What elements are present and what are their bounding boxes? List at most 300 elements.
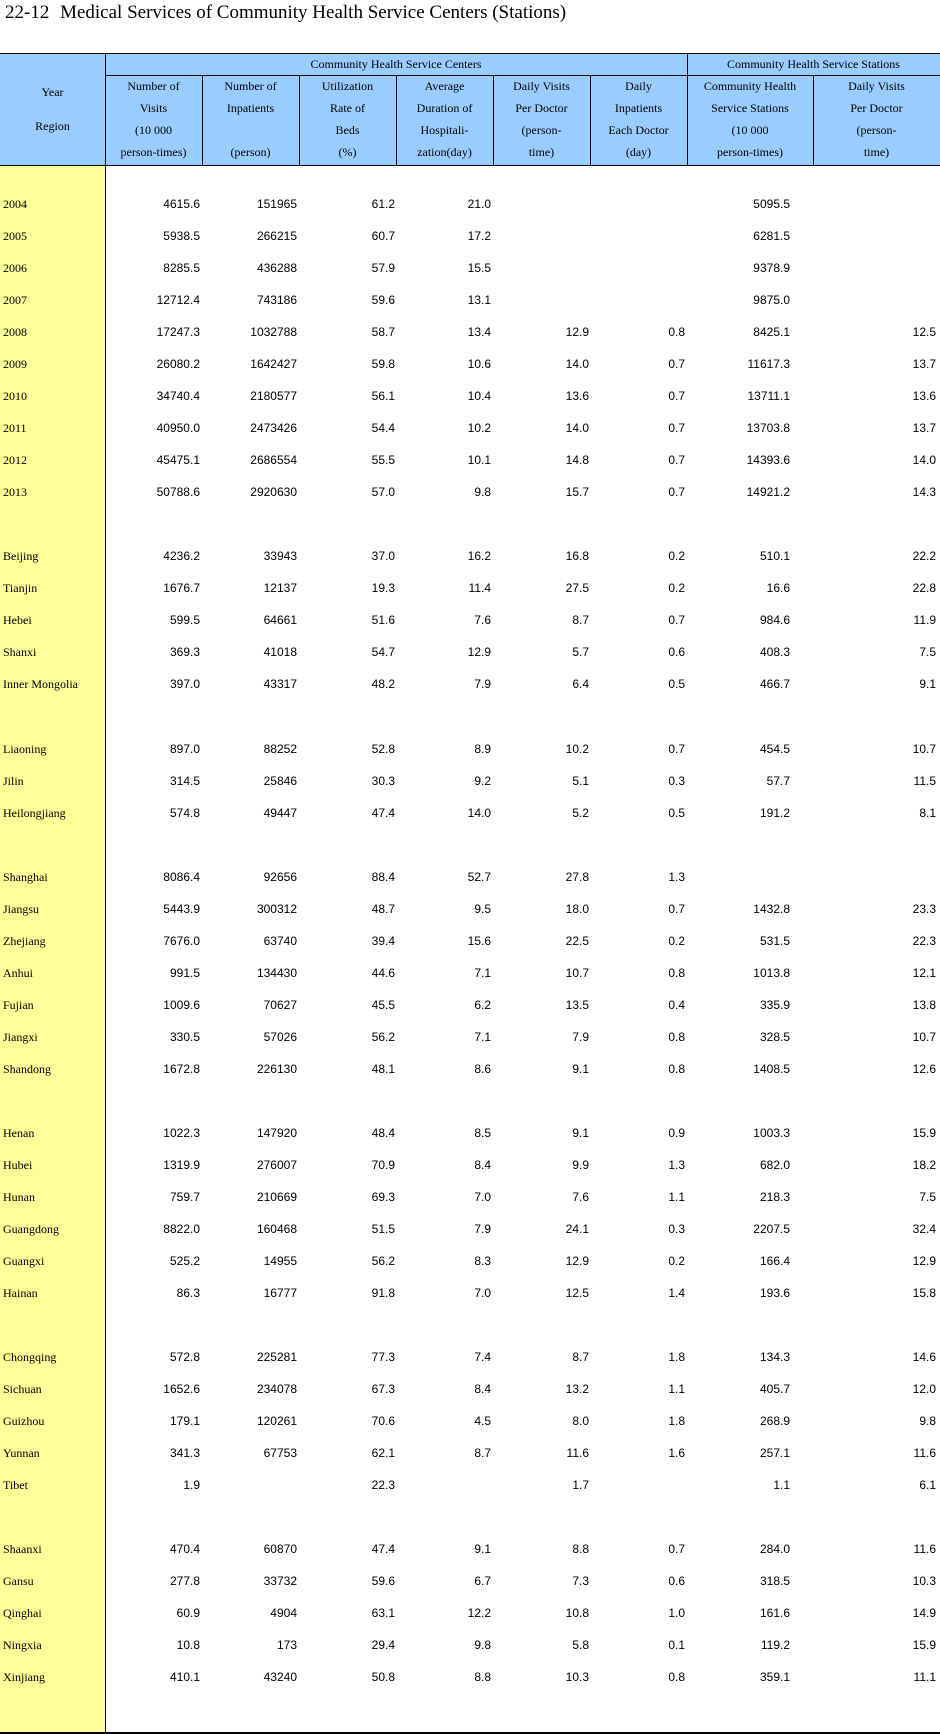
table-cell: 1022.3 — [163, 1125, 200, 1140]
header-column-line: Per Doctor — [850, 101, 903, 115]
rule-group-split — [687, 53, 688, 165]
table-cell: 2686554 — [250, 453, 297, 468]
table-cell: 1676.7 — [163, 581, 200, 596]
rule-header-col — [299, 75, 300, 165]
table-cell: 34740.4 — [156, 389, 200, 404]
table-cell: 10.4 — [467, 389, 491, 404]
table-cell: 57.0 — [371, 485, 395, 500]
table-cell: 77.3 — [371, 1350, 395, 1365]
table-cell: 57.9 — [371, 261, 395, 276]
table-cell: 10.8 — [176, 1638, 200, 1653]
table-cell: 9378.9 — [753, 261, 790, 276]
table-cell: 16.6 — [766, 581, 790, 596]
table-cell: 15.6 — [467, 933, 491, 948]
table-cell: 1.9 — [183, 1478, 200, 1493]
table-cell: 44.6 — [371, 965, 395, 980]
table-cell: 6281.5 — [753, 229, 790, 244]
table-cell: 12.5 — [912, 325, 936, 340]
row-label: Hebei — [3, 613, 32, 628]
table-cell: 0.3 — [668, 773, 685, 788]
table-cell: 2207.5 — [753, 1221, 790, 1236]
table-cell: 9.8 — [474, 1638, 491, 1653]
table-cell: 7.1 — [474, 1029, 491, 1044]
table-cell: 14.9 — [912, 1606, 936, 1621]
table-cell: 266215 — [256, 229, 297, 244]
table-number: 22-12 — [5, 2, 50, 23]
table-cell: 984.6 — [759, 613, 790, 628]
table-cell: 59.6 — [371, 1574, 395, 1589]
table-cell: 11.6 — [913, 1542, 936, 1557]
table-cell: 7.5 — [919, 1189, 936, 1204]
table-cell: 6.1 — [919, 1478, 936, 1493]
table-cell: 10.7 — [912, 1029, 936, 1044]
table-cell: 9.2 — [474, 773, 491, 788]
table-cell: 32.4 — [912, 1221, 936, 1236]
row-label: 2005 — [3, 229, 27, 244]
table-cell: 64661 — [263, 613, 297, 628]
table-cell: 13.1 — [467, 293, 491, 308]
table-cell: 8.7 — [474, 1446, 491, 1461]
table-cell: 25846 — [263, 773, 297, 788]
table-cell: 276007 — [256, 1157, 297, 1172]
rule-top — [0, 53, 940, 54]
table-cell: 22.2 — [912, 549, 936, 564]
table-cell: 12.9 — [912, 1253, 936, 1268]
table-cell: 14393.6 — [746, 453, 790, 468]
table-title — [5, 2, 566, 24]
table-cell: 1013.8 — [753, 965, 790, 980]
table-cell: 991.5 — [169, 965, 200, 980]
table-cell: 574.8 — [169, 805, 200, 820]
table-cell: 8.1 — [919, 805, 936, 820]
table-cell: 466.7 — [759, 677, 790, 692]
row-label: Shanxi — [3, 645, 37, 660]
table-cell: 1.1 — [668, 1189, 685, 1204]
row-label: Jilin — [3, 773, 24, 788]
row-label: Hubei — [3, 1157, 33, 1172]
table-cell: 277.8 — [169, 1574, 200, 1589]
rule-header-col — [813, 75, 814, 165]
table-cell: 11.5 — [913, 773, 936, 788]
table-cell: 13.7 — [912, 357, 936, 372]
table-cell: 226130 — [256, 1061, 297, 1076]
table-cell: 12.5 — [565, 1286, 589, 1301]
header-column-line: Number of — [127, 79, 180, 93]
table-cell: 1408.5 — [753, 1061, 790, 1076]
table-cell: 86.3 — [176, 1286, 200, 1301]
table-cell: 0.7 — [668, 421, 685, 436]
table-cell: 1652.6 — [163, 1382, 200, 1397]
header-column-line: person-times) — [717, 145, 783, 159]
table-cell: 410.1 — [169, 1670, 200, 1685]
table-cell: 59.8 — [371, 357, 395, 372]
table-cell: 70627 — [263, 997, 297, 1012]
row-label: Shandong — [3, 1061, 51, 1076]
table-cell: 18.2 — [912, 1157, 936, 1172]
table-cell: 5.2 — [572, 805, 589, 820]
table-cell: 7.3 — [572, 1574, 589, 1589]
table-cell: 14.8 — [565, 453, 589, 468]
table-cell: 369.3 — [169, 645, 200, 660]
header-column — [202, 75, 299, 163]
table-cell: 341.3 — [169, 1446, 200, 1461]
table-cell: 50788.6 — [156, 485, 200, 500]
row-label: Jiangsu — [3, 901, 39, 916]
table-cell: 759.7 — [169, 1189, 200, 1204]
table-cell: 5.8 — [572, 1638, 589, 1653]
table-cell: 11.6 — [913, 1446, 936, 1461]
table-cell: 10.3 — [565, 1670, 589, 1685]
table-cell: 897.0 — [169, 741, 200, 756]
table-cell: 7.5 — [919, 645, 936, 660]
table-cell: 13.8 — [912, 997, 936, 1012]
table-cell: 7.0 — [474, 1189, 491, 1204]
row-label: 2008 — [3, 325, 27, 340]
table-cell: 50.8 — [371, 1670, 395, 1685]
table-cell: 10.8 — [565, 1606, 589, 1621]
table-cell: 7.0 — [474, 1286, 491, 1301]
table-cell: 19.3 — [371, 581, 395, 596]
header-column-line: Utilization — [321, 79, 374, 93]
table-cell: 0.9 — [668, 1125, 685, 1140]
table-cell: 54.7 — [371, 645, 395, 660]
table-cell: 4615.6 — [163, 197, 200, 211]
table-cell: 60.7 — [371, 229, 395, 244]
table-cell: 225281 — [256, 1350, 297, 1365]
table-cell: 318.5 — [759, 1574, 790, 1589]
table-cell: 12.0 — [912, 1382, 936, 1397]
table-cell: 9.1 — [474, 1542, 491, 1557]
table-cell: 12.6 — [912, 1061, 936, 1076]
table-cell: 0.2 — [668, 1253, 685, 1268]
rule-header-bottom — [0, 165, 940, 166]
header-column-line: Per Doctor — [515, 101, 568, 115]
row-label: Anhui — [3, 965, 33, 980]
table-cell: 9875.0 — [753, 293, 790, 308]
header-column-line: Hospitali- — [420, 123, 469, 137]
table-cell: 166.4 — [759, 1253, 790, 1268]
table-cell: 531.5 — [759, 933, 790, 948]
table-cell: 67.3 — [371, 1382, 395, 1397]
row-label: Chongqing — [3, 1350, 57, 1365]
table-cell: 10.2 — [467, 421, 491, 436]
row-label: Heilongjiang — [3, 805, 66, 820]
table-cell: 14.6 — [912, 1350, 936, 1365]
table-cell: 0.7 — [668, 901, 685, 916]
table-cell: 45.5 — [371, 997, 395, 1012]
table-cell: 0.4 — [668, 997, 685, 1012]
row-label: Jiangxi — [3, 1029, 38, 1044]
table-cell: 5443.9 — [163, 901, 200, 916]
table-cell: 119.2 — [760, 1638, 790, 1653]
table-cell: 13.7 — [912, 421, 936, 436]
table-cell: 61.2 — [371, 197, 395, 211]
table-cell: 5095.5 — [753, 197, 790, 211]
table-cell: 10.2 — [565, 741, 589, 756]
header-column-line: (day) — [625, 145, 652, 159]
table-cell: 0.5 — [668, 805, 685, 820]
table-cell: 40950.0 — [156, 421, 200, 436]
table-cell: 70.9 — [371, 1157, 395, 1172]
table-cell: 8.7 — [572, 613, 589, 628]
table-cell: 8822.0 — [163, 1221, 200, 1236]
table-cell: 41018 — [263, 645, 297, 660]
table-cell: 5.7 — [572, 645, 589, 660]
rule-header-col — [493, 75, 494, 165]
table-cell: 22.3 — [912, 933, 936, 948]
table-cell: 2180577 — [250, 389, 297, 404]
header-column-line: Average — [424, 79, 465, 93]
row-label: Ningxia — [3, 1638, 42, 1653]
table-cell: 49447 — [263, 805, 297, 820]
table-cell: 0.5 — [668, 677, 685, 692]
table-cell: 62.1 — [371, 1446, 395, 1461]
table-cell: 134430 — [256, 965, 297, 980]
table-cell: 56.2 — [371, 1253, 395, 1268]
table-cell: 48.2 — [371, 677, 395, 692]
table-cell: 15.8 — [912, 1286, 936, 1301]
table-cell: 8086.4 — [163, 869, 200, 884]
header-column-line: (person- — [521, 123, 562, 137]
table-cell: 335.9 — [759, 997, 790, 1012]
table-cell: 54.4 — [371, 421, 395, 436]
table-cell: 0.6 — [668, 645, 685, 660]
row-label: 2013 — [3, 485, 27, 500]
table-cell: 408.3 — [759, 645, 790, 660]
table-cell: 7.6 — [474, 613, 491, 628]
table-cell: 11.6 — [566, 1446, 589, 1461]
table-cell: 12137 — [263, 581, 297, 596]
table-cell: 0.8 — [668, 325, 685, 340]
table-cell: 13.2 — [565, 1382, 589, 1397]
table-cell: 0.7 — [668, 389, 685, 404]
table-cell: 0.7 — [668, 485, 685, 500]
header-column-line: (person- — [856, 123, 897, 137]
table-cell: 14.0 — [565, 421, 589, 436]
table-cell: 9.5 — [474, 901, 491, 916]
table-cell: 39.4 — [371, 933, 395, 948]
header-column-line: Daily — [625, 79, 652, 93]
header-column-line: Visits — [139, 101, 168, 115]
table-cell: 0.8 — [668, 1670, 685, 1685]
table-cell: 43317 — [263, 677, 297, 692]
table-cell: 12.9 — [467, 645, 491, 660]
table-cell: 11.4 — [468, 581, 491, 596]
header-column — [493, 75, 590, 163]
header-column — [299, 75, 396, 163]
table-cell: 37.0 — [371, 549, 395, 564]
row-label: Guangxi — [3, 1253, 45, 1268]
header-column-line: time) — [528, 145, 555, 159]
rule-stub — [105, 53, 106, 1734]
table-cell: 22.3 — [371, 1478, 395, 1493]
table-cell: 300312 — [256, 901, 297, 916]
header-column-line: (10 000 — [731, 123, 769, 137]
header-column-line: zation(day) — [417, 145, 472, 159]
table-cell: 5.1 — [572, 773, 589, 788]
row-label: Tibet — [3, 1478, 28, 1493]
header-column-line: person-times) — [120, 145, 187, 159]
table-cell: 1.1 — [668, 1382, 685, 1397]
table-cell: 10.1 — [467, 453, 491, 468]
table-cell: 1432.8 — [753, 901, 790, 916]
statistics-table — [0, 53, 940, 1734]
row-label: Tianjin — [3, 581, 38, 596]
table-cell: 12712.4 — [156, 293, 200, 308]
table-cell: 51.5 — [371, 1221, 395, 1236]
table-cell: 11617.3 — [747, 357, 790, 372]
table-cell: 9.9 — [572, 1157, 589, 1172]
table-cell: 0.7 — [668, 453, 685, 468]
header-column-line: Inpatients — [614, 101, 663, 115]
table-cell: 8.6 — [474, 1061, 491, 1076]
table-cell: 0.7 — [668, 357, 685, 372]
table-cell: 2473426 — [250, 421, 297, 436]
row-label: Xinjiang — [3, 1670, 45, 1685]
table-cell: 13.6 — [565, 389, 589, 404]
table-cell: 12.9 — [565, 325, 589, 340]
table-cell: 193.6 — [759, 1286, 790, 1301]
table-cell: 57026 — [263, 1029, 297, 1044]
table-cell: 0.7 — [668, 613, 685, 628]
table-cell: 22.5 — [565, 933, 589, 948]
table-cell: 9.1 — [572, 1061, 589, 1076]
row-label: 2011 — [3, 421, 27, 436]
table-cell: 314.5 — [169, 773, 200, 788]
table-cell: 15.5 — [467, 261, 491, 276]
table-cell: 10.6 — [467, 357, 491, 372]
table-cell: 7.4 — [474, 1350, 491, 1365]
table-cell: 4236.2 — [163, 549, 200, 564]
row-label: Henan — [3, 1125, 35, 1140]
table-cell: 1.4 — [668, 1286, 685, 1301]
table-cell: 88.4 — [371, 869, 395, 884]
row-label: Fujian — [3, 997, 34, 1012]
row-label: Shaanxi — [3, 1542, 42, 1557]
table-cell: 0.2 — [668, 581, 685, 596]
row-label: Hainan — [3, 1286, 38, 1301]
table-cell: 6.4 — [572, 677, 589, 692]
header-column-line: Inpatients — [226, 101, 275, 115]
table-cell: 67753 — [263, 1446, 297, 1461]
table-cell: 91.8 — [371, 1286, 395, 1301]
row-label: Inner Mongolia — [3, 677, 78, 692]
table-cell: 510.1 — [759, 549, 790, 564]
row-label: Zhejiang — [3, 933, 46, 948]
table-cell: 4904 — [270, 1606, 297, 1621]
table-cell: 9.8 — [919, 1414, 936, 1429]
row-label: Shanghai — [3, 869, 48, 884]
table-cell: 0.2 — [668, 549, 685, 564]
table-cell: 0.6 — [668, 1574, 685, 1589]
table-cell: 33943 — [263, 549, 297, 564]
table-cell: 11.1 — [913, 1670, 936, 1685]
header-column-line: (10 000 — [135, 123, 172, 137]
table-cell: 4.5 — [474, 1414, 491, 1429]
table-cell: 1.8 — [668, 1350, 685, 1365]
table-cell: 599.5 — [169, 613, 200, 628]
table-cell: 179.1 — [169, 1414, 200, 1429]
table-cell: 13.6 — [912, 389, 936, 404]
table-cell: 359.1 — [759, 1670, 790, 1685]
table-cell: 88252 — [263, 741, 297, 756]
table-cell: 70.6 — [371, 1414, 395, 1429]
header-stub-line: Year — [41, 85, 64, 99]
header-year-region — [0, 75, 105, 143]
table-cell: 405.7 — [759, 1382, 790, 1397]
row-label: 2010 — [3, 389, 27, 404]
table-cell: 14955 — [263, 1253, 297, 1268]
header-group-stations: Community Health Service Stations — [727, 57, 900, 71]
table-cell: 210669 — [256, 1189, 297, 1204]
table-cell: 436288 — [256, 261, 297, 276]
table-cell: 14.0 — [467, 805, 491, 820]
table-cell: 8.4 — [474, 1157, 491, 1172]
table-cell: 59.6 — [371, 293, 395, 308]
table-cell: 134.3 — [759, 1350, 790, 1365]
row-label: Liaoning — [3, 741, 47, 756]
table-cell: 0.8 — [668, 965, 685, 980]
table-cell: 92656 — [263, 869, 297, 884]
table-cell: 7.9 — [474, 677, 491, 692]
header-column — [396, 75, 493, 163]
table-cell: 63740 — [263, 933, 297, 948]
table-cell: 0.7 — [668, 1542, 685, 1557]
header-column-line: Number of — [224, 79, 277, 93]
table-cell: 470.4 — [169, 1542, 200, 1557]
header-column-line: Beds — [335, 123, 360, 137]
header-column-line: time) — [863, 145, 890, 159]
table-cell: 0.8 — [668, 1029, 685, 1044]
table-cell: 45475.1 — [156, 453, 200, 468]
rule-group-under — [105, 75, 940, 76]
table-cell: 8425.1 — [753, 325, 790, 340]
table-cell: 1003.3 — [753, 1125, 790, 1140]
table-cell: 7676.0 — [163, 933, 200, 948]
table-cell: 572.8 — [169, 1350, 200, 1365]
table-cell: 47.4 — [371, 1542, 395, 1557]
header-group-centers: Community Health Service Centers — [310, 57, 482, 71]
table-cell: 9.1 — [572, 1125, 589, 1140]
header-column-line: Community Health — [703, 79, 797, 93]
table-cell: 30.3 — [371, 773, 395, 788]
header-column-line — [202, 119, 299, 141]
header-column — [590, 75, 687, 163]
rule-header-col — [396, 75, 397, 165]
table-cell: 147920 — [256, 1125, 297, 1140]
table-cell: 0.1 — [668, 1638, 685, 1653]
table-cell: 58.7 — [371, 325, 395, 340]
table-cell: 160468 — [256, 1221, 297, 1236]
table-cell: 52.8 — [371, 741, 395, 756]
table-cell: 1009.6 — [163, 997, 200, 1012]
table-cell: 16.8 — [565, 549, 589, 564]
header-column-line: Duration of — [416, 101, 473, 115]
row-label: 2006 — [3, 261, 27, 276]
row-label: Qinghai — [3, 1606, 42, 1621]
table-cell: 8.3 — [474, 1253, 491, 1268]
table-cell: 1032788 — [250, 325, 297, 340]
table-cell: 56.2 — [371, 1029, 395, 1044]
table-cell: 7.6 — [572, 1189, 589, 1204]
table-cell: 257.1 — [759, 1446, 790, 1461]
table-cell: 14.0 — [565, 357, 589, 372]
table-cell: 1319.9 — [163, 1157, 200, 1172]
header-column-line: Daily Visits — [848, 79, 905, 93]
table-cell: 56.1 — [371, 389, 395, 404]
header-column-line: Daily Visits — [513, 79, 570, 93]
header-stub-line: Region — [35, 119, 70, 133]
